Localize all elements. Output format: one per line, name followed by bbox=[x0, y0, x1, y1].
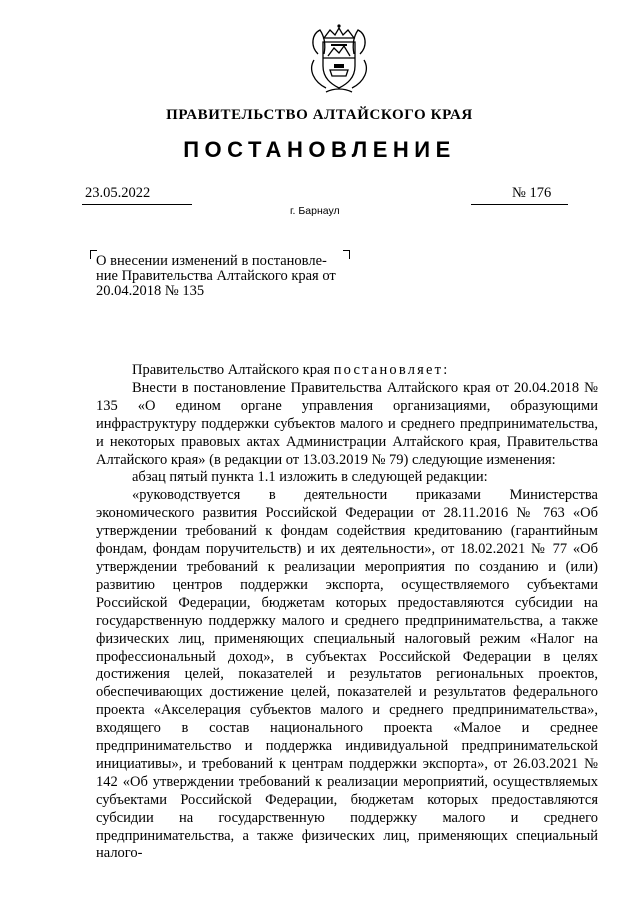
document-number: № 176 bbox=[512, 185, 552, 201]
subject-block bbox=[96, 254, 346, 299]
subject-line: О внесении изменений в постановле- bbox=[96, 253, 327, 269]
document-type: ПОСТАНОВЛЕНИЕ bbox=[183, 137, 456, 162]
subject-line: 20.04.2018 № 135 bbox=[96, 283, 205, 299]
number-underline bbox=[471, 204, 568, 205]
resolution-verb: постановляет bbox=[333, 362, 444, 378]
subject-line: ние Правительства Алтайского края от bbox=[96, 268, 336, 284]
paragraph-new-text: «руководствуется в деятельности приказами Министерства экономического развития Российской Федерации от 28.11.2016 № 763 «Об утверждении требований к фондам содействия кредитованию (гарантийным фондам, фондам поручительств) и их деятельности», от 18.02.2021 № 77 «Об утверждении требований к реализации мероприятия по созданию и (или) развитию центров поддержки экспорта, осуществляемого субъектами Российской Федерации, бюджетам которых предоставляются субсидии на государственную поддержку малого и среднего предпринимательства, а также физических лиц, применяющих специальный налоговый режим «Налог на профессиональный доход», в субъектах Российской Федерации в целях достижения целей, показателей и результатов региональных проектов, обеспечивающих достижение целей, показателей и результатов федерального проекта «Акселерация субъектов малого и среднего предпринимательства», входящего в состав национального проекта «Малое и среднее предпринимательство и поддержка индивидуальной предпринимательской инициативы», и требований к центрам поддержки экспорта», от 26.03.2021 № 142 «Об утверждении требований к реализации мероприятий, осуществляемых субъектами Российской Федерации, бюджетам которых предоставляются субсидии на государственную поддержку малого и среднего предпринимательства, а также физических лиц, применяющих специальный налого- bbox=[96, 487, 598, 862]
coat-of-arms-icon bbox=[304, 20, 374, 96]
government-name: ПРАВИТЕЛЬСТВО АЛТАЙСКОГО КРАЯ bbox=[166, 107, 473, 123]
resolution-colon: : bbox=[443, 362, 448, 378]
paragraph-clause: абзац пятый пункта 1.1 изложить в следующей редакции: bbox=[132, 469, 488, 486]
paragraph-amend: Внести в постановление Правительства Алтайского края от 20.04.2018 № 135 «О едином органе управления организациями, образующими инфраструктуру поддержки субъектов малого и среднего предпринимательства, и некоторых правовых актах Администрации Алтайского края, Правительства Алтайского края» (в редакции от 13.03.2019 № 79) следующие изменения: bbox=[96, 379, 598, 468]
document-date: 23.05.2022 bbox=[85, 185, 151, 201]
document-body bbox=[96, 362, 598, 863]
date-underline bbox=[82, 204, 192, 205]
resolution-lead: Правительство Алтайского края bbox=[132, 362, 334, 378]
paragraph-resolution bbox=[96, 362, 598, 380]
city: г. Барнаул bbox=[290, 205, 340, 217]
